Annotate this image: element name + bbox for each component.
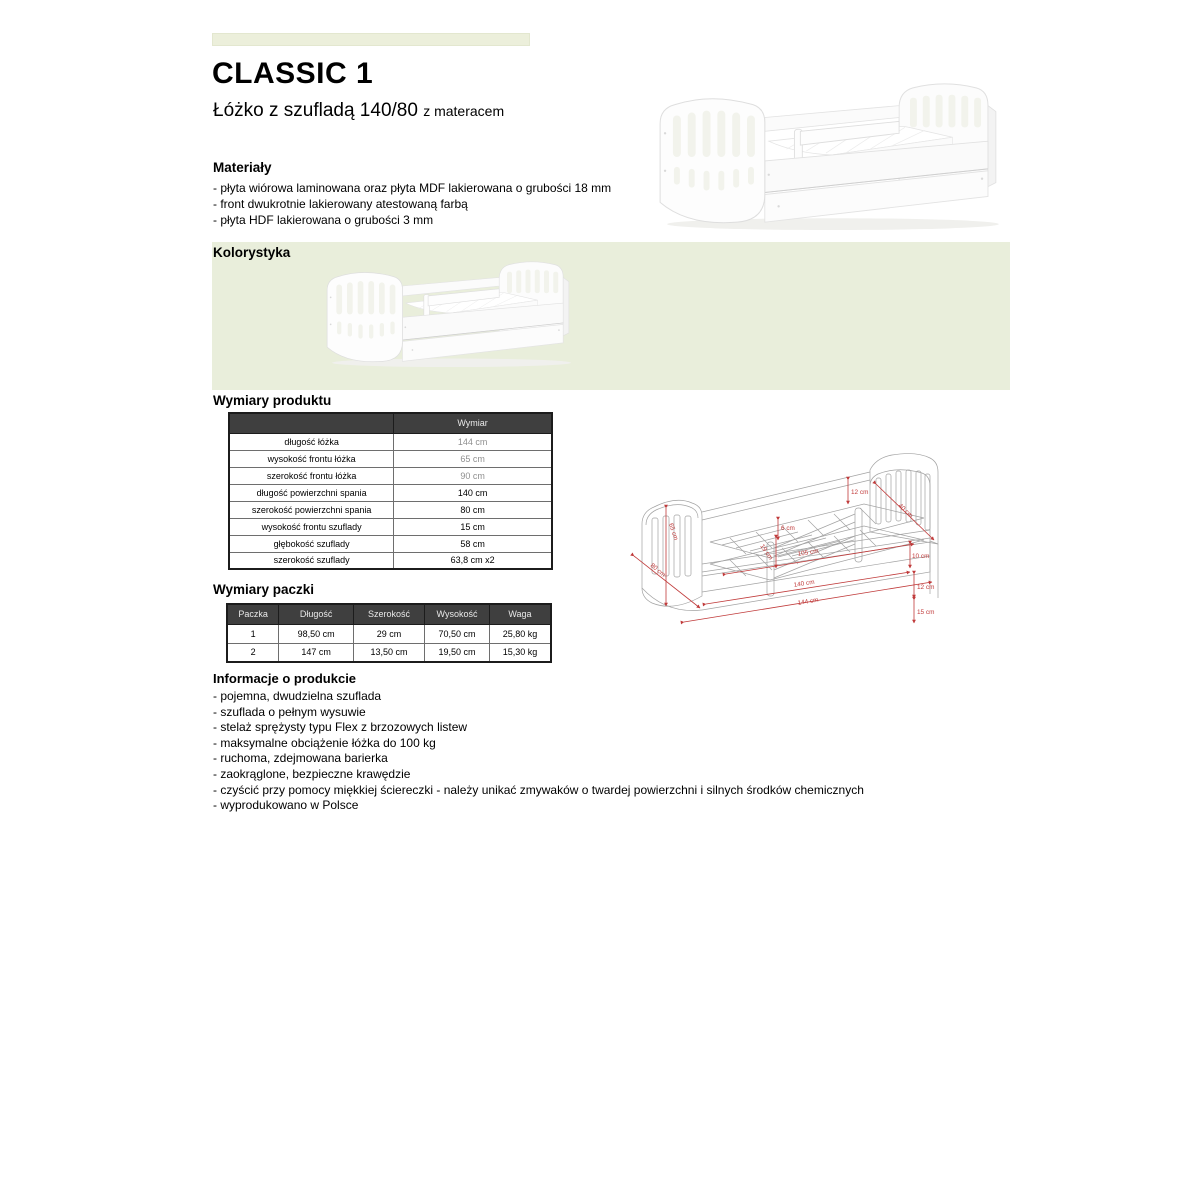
- dim-label: wysokość frontu łóżka: [229, 450, 394, 467]
- info-item: - ruchoma, zdejmowana barierka: [213, 751, 388, 766]
- dim-value: 63,8 cm x2: [394, 552, 552, 569]
- colors-band: [212, 242, 1010, 390]
- info-item: - stelaż sprężysty typu Flex z brzozowych listew: [213, 720, 468, 735]
- table-row: [229, 501, 552, 518]
- product-info-section: [213, 671, 973, 814]
- info-item: - wyprodukowano w Polsce: [213, 798, 359, 813]
- materials-item: - płyta wiórowa laminowana oraz płyta MDF lakierowana o grubości 18 mm: [213, 181, 612, 195]
- table-row: [227, 624, 551, 643]
- package-dimensions-heading: Wymiary paczki: [213, 582, 315, 597]
- cell: 70,50 cm: [425, 624, 490, 643]
- dim-value: 90 cm: [394, 467, 552, 484]
- cell: 2: [227, 643, 279, 662]
- empty-header-cell: [229, 413, 394, 433]
- colors-heading: Kolorystyka: [213, 245, 291, 260]
- color-variant-photo: [320, 254, 576, 372]
- dim-label-drawer: 12 cm: [917, 584, 935, 591]
- cell: 15,30 kg: [489, 643, 551, 662]
- subtitle-note: z materacem: [423, 103, 505, 119]
- product-dimensions-heading: Wymiary produktu: [213, 393, 332, 408]
- dim-label-total-length: 144 cm: [797, 596, 820, 607]
- dim-value: 65 cm: [394, 450, 552, 467]
- table-row: [229, 518, 552, 535]
- dim-label-front-height: 65 cm: [667, 522, 680, 542]
- cell: 1: [227, 624, 279, 643]
- dim-label-barrier-post: 19 cm: [758, 543, 775, 562]
- dim-label: długość powierzchni spania: [229, 484, 394, 501]
- technical-drawing: [626, 446, 950, 626]
- materials-item: - płyta HDF lakierowana o grubości 3 mm: [213, 213, 434, 227]
- table-row: [229, 450, 552, 467]
- dim-value: 15 cm: [394, 518, 552, 535]
- col-header-wysokosc: Wysokość: [425, 604, 490, 624]
- table-row: [229, 484, 552, 501]
- table-row: [229, 535, 552, 552]
- col-header-paczka: Paczka: [227, 604, 279, 624]
- col-header-szerokosc: Szerokość: [353, 604, 424, 624]
- cell: 147 cm: [279, 643, 354, 662]
- dim-label-gap: 10 cm: [912, 553, 930, 560]
- dim-label: wysokość frontu szuflady: [229, 518, 394, 535]
- dim-label: szerokość powierzchni spania: [229, 501, 394, 518]
- dim-label: szerokość frontu łóżka: [229, 467, 394, 484]
- info-item: - czyścić przy pomocy miękkiej ściereczki - należy unikać zmywaków o twardej powierzchni i silnych środków chemicznych: [213, 782, 864, 797]
- product-dimensions-table: [228, 412, 553, 570]
- info-item: - pojemna, dwudzielna szuflada: [213, 689, 382, 703]
- materials-heading: Materiały: [213, 160, 272, 175]
- info-item: - zaokrąglone, bezpieczne krawędzie: [213, 766, 411, 781]
- subtitle-main: Łóżko z szufladą 140/80: [213, 100, 418, 121]
- col-header-dlugosc: Długość: [279, 604, 354, 624]
- dim-label: głębokość szuflady: [229, 535, 394, 552]
- table-row: [229, 467, 552, 484]
- materials-item: - front dwukrotnie lakierowany atestowaną farbą: [213, 197, 468, 211]
- dim-value: 140 cm: [394, 484, 552, 501]
- product-photo: [650, 76, 1006, 234]
- dim-label-barrier-length: 105 cm: [797, 547, 820, 558]
- dim-value: 58 cm: [394, 535, 552, 552]
- cell: 29 cm: [353, 624, 424, 643]
- table-row: [227, 643, 551, 662]
- value-column-header: Wymiar: [394, 413, 552, 433]
- dim-label-headboard: 40 cm: [896, 502, 914, 520]
- dim-label: długość łóżka: [229, 433, 394, 450]
- dim-label-mattress: 6 cm: [781, 525, 795, 532]
- page-title: CLASSIC 1: [212, 57, 374, 90]
- dim-label-sleep-length: 140 cm: [793, 578, 816, 589]
- dim-label-base: 15 cm: [917, 609, 935, 616]
- package-dimensions-table: [226, 603, 552, 663]
- info-item: - szuflada o pełnym wysuwie: [213, 704, 366, 719]
- table-header-row: [227, 604, 551, 624]
- table-row: [229, 433, 552, 450]
- dim-label-width: 80 cm: [648, 562, 667, 579]
- page-subtitle: [213, 100, 504, 122]
- top-accent-bar: [212, 33, 530, 46]
- dim-label-rail-top: 12 cm: [851, 489, 869, 496]
- dim-value: 80 cm: [394, 501, 552, 518]
- dim-label: szerokość szuflady: [229, 552, 394, 569]
- cell: 19,50 cm: [425, 643, 490, 662]
- cell: 25,80 kg: [489, 624, 551, 643]
- col-header-waga: Waga: [489, 604, 551, 624]
- materials-section: [213, 160, 683, 228]
- product-info-heading: Informacje o produkcie: [213, 671, 357, 686]
- dim-value: 144 cm: [394, 433, 552, 450]
- cell: 13,50 cm: [353, 643, 424, 662]
- info-item: - maksymalne obciążenie łóżka do 100 kg: [213, 735, 436, 750]
- table-row: [229, 552, 552, 569]
- table-header-row: [229, 413, 552, 433]
- cell: 98,50 cm: [279, 624, 354, 643]
